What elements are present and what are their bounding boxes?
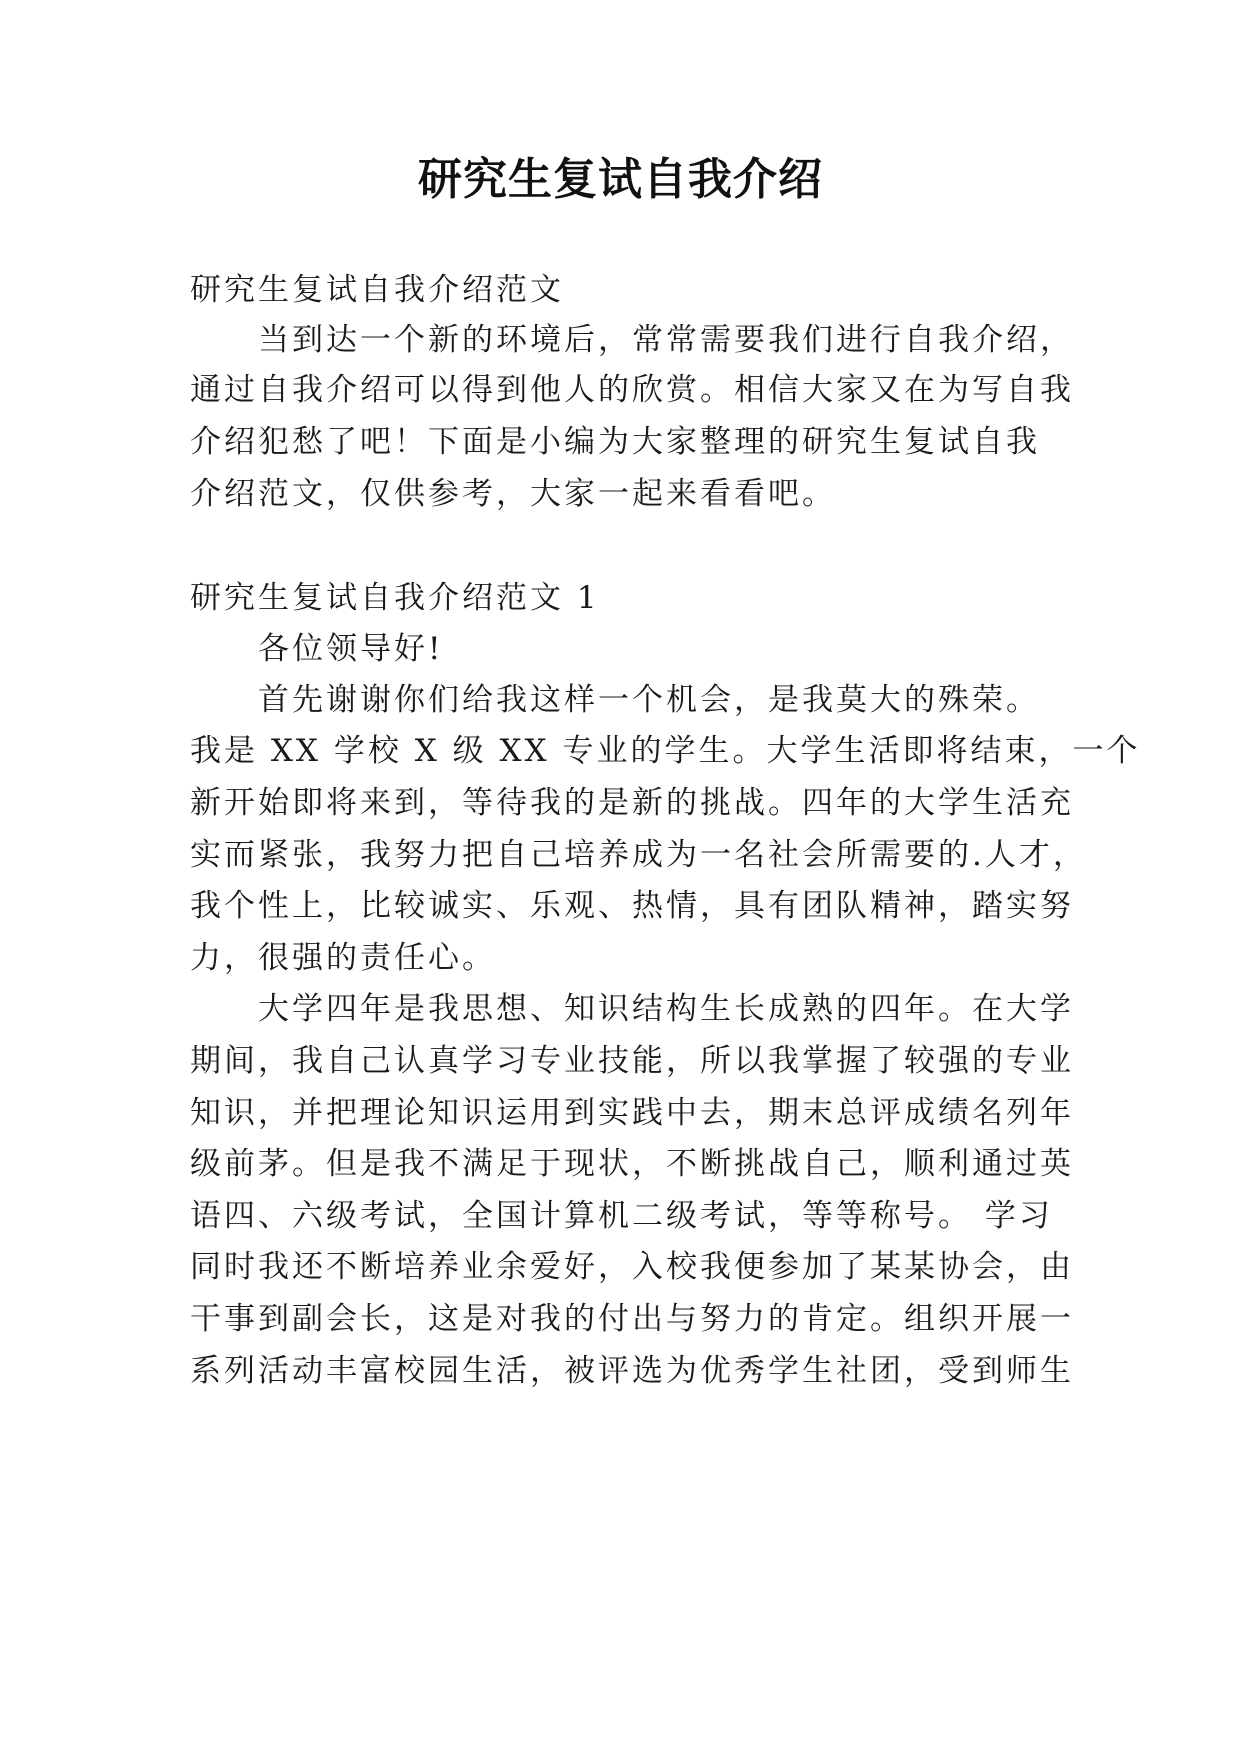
body-line: 介绍犯愁了吧！下面是小编为大家整理的研究生复试自我 <box>190 424 1040 460</box>
body-line: 通过自我介绍可以得到他人的欣赏。相信大家又在为写自我 <box>190 372 1074 408</box>
body-line: 系列活动丰富校园生活，被评选为优秀学生社团，受到师生 <box>190 1353 1074 1389</box>
section-heading-sample-1: 研究生复试自我介绍范文 1 <box>190 580 600 616</box>
body-line: 首先谢谢你们给我这样一个机会，是我莫大的殊荣。 <box>258 682 1040 718</box>
body-line: 期间，我自己认真学习专业技能，所以我掌握了较强的专业 <box>190 1043 1074 1079</box>
body-line: 语四、六级考试，全国计算机二级考试，等等称号。 学习 <box>190 1198 1053 1234</box>
page-title: 研究生复试自我介绍 <box>418 154 823 205</box>
body-line: 我个性上，比较诚实、乐观、热情，具有团队精神，踏实努 <box>190 888 1074 924</box>
body-line: 新开始即将来到，等待我的是新的挑战。四年的大学生活充 <box>190 785 1074 821</box>
body-line: 介绍范文，仅供参考，大家一起来看看吧。 <box>190 476 836 512</box>
body-line: 我是 XX 学校 X 级 XX 专业的学生。大学生活即将结束，一个 <box>190 733 1141 769</box>
body-line: 实而紧张，我努力把自己培养成为一名社会所需要的.人才， <box>190 837 1087 873</box>
body-line: 大学四年是我思想、知识结构生长成熟的四年。在大学 <box>258 991 1074 1027</box>
body-line: 同时我还不断培养业余爱好，入校我便参加了某某协会，由 <box>190 1249 1074 1285</box>
body-line: 知识，并把理论知识运用到实践中去，期末总评成绩名列年 <box>190 1095 1074 1131</box>
body-line: 当到达一个新的环境后，常常需要我们进行自我介绍， <box>258 322 1074 358</box>
body-line: 干事到副会长，这是对我的付出与努力的肯定。组织开展一 <box>190 1301 1074 1337</box>
greeting-line: 各位领导好! <box>258 631 444 667</box>
body-line: 级前茅。但是我不满足于现状，不断挑战自己，顺利通过英 <box>190 1146 1074 1182</box>
body-line: 力，很强的责任心。 <box>190 940 496 976</box>
section-heading-intro: 研究生复试自我介绍范文 <box>190 272 564 308</box>
